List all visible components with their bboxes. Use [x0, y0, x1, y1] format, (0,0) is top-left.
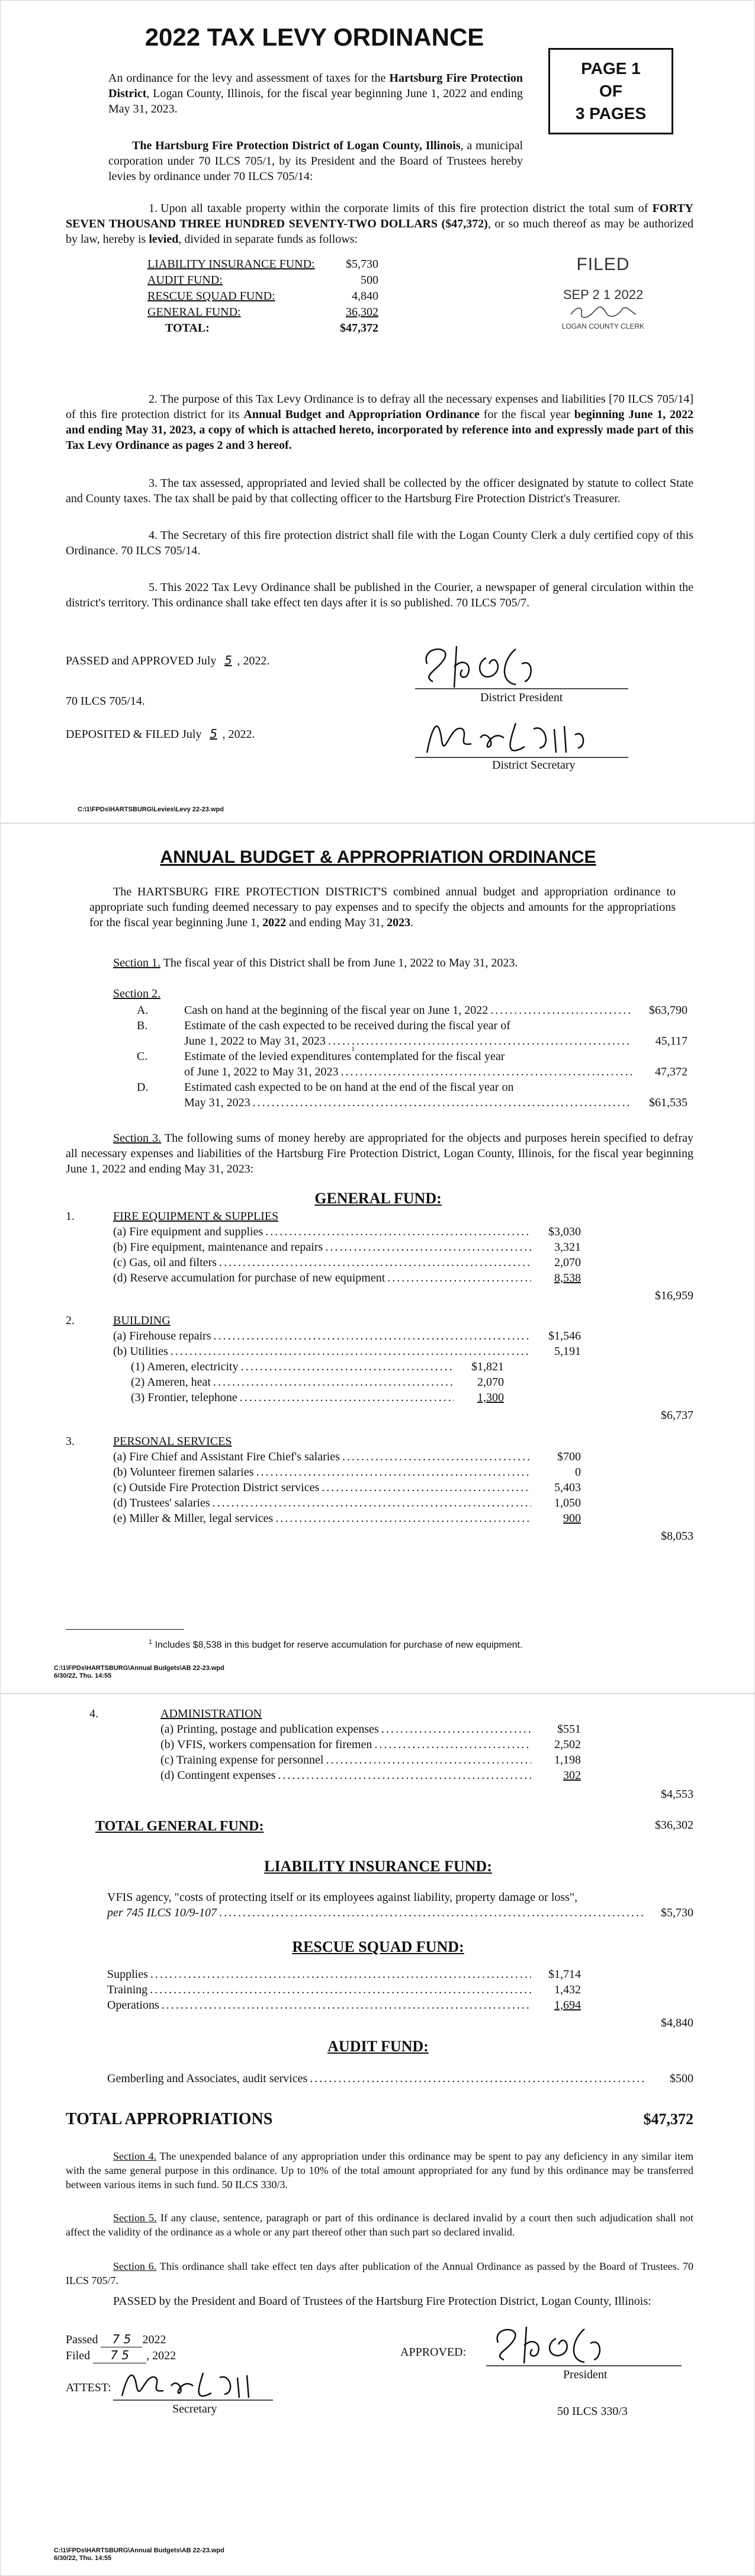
budget-title: ANNUAL BUDGET & APPROPRIATION ORDINANCE — [160, 847, 596, 867]
secretary-label: Secretary — [172, 2402, 217, 2416]
line-label: (b) VFIS, workers compensation for firemen — [160, 1738, 372, 1751]
cash-item-d-line2 — [137, 1095, 687, 1110]
file-path-line: C:\1\FPDs\HARTSBURG\Annual Budgets\AB 22-23.wpd — [54, 1665, 224, 1672]
line-amount: 5,191 — [554, 1345, 581, 1358]
para-number: 3. — [149, 477, 158, 490]
levy-paragraph-3 — [66, 476, 693, 506]
budget-intro-text: The HARTSBURG FIRE PROTECTION DISTRICT'S combined annual budget and appropriation ordinance to appropriate such funding deemed necessary to pay expenses and to specify the objects and amounts for the appropriations for the fiscal year beginning June 1, — [89, 885, 676, 929]
page-count-box — [548, 48, 673, 134]
passed-handwritten: 7 5 — [101, 2331, 142, 2347]
para-text: , divided in separate funds as follows: — [178, 233, 358, 246]
budget-ref: Annual Budget and Appropriation Ordinance — [243, 408, 480, 421]
line-label: (a) Fire Chief and Assistant Fire Chief's salaries — [113, 1450, 340, 1463]
group-subtotal-row — [66, 1528, 693, 1544]
para-text: for the fiscal year — [479, 408, 574, 421]
total-general-fund-row — [95, 1819, 693, 1835]
line-label: (d) Trustees' salaries — [113, 1496, 210, 1509]
fund-total-row — [147, 320, 378, 336]
secretary-signature — [113, 2363, 273, 2405]
levy-paragraph-4 — [66, 528, 693, 558]
section-5-text: If any clause, sentence, paragraph or part of this ordinance is declared invalid by a court then such adjudication shall not affect the validity of the ordinance as a whole or any part thereof other than such part so declared invalid. — [66, 2212, 693, 2238]
section-3 — [66, 1130, 693, 1177]
total-appropriations-amount: $47,372 — [643, 2111, 693, 2128]
audit-fund-title: AUDIT FUND: — [327, 2038, 429, 2055]
budget-line — [66, 1768, 581, 1783]
fund-row — [147, 272, 378, 288]
president-signature — [415, 640, 628, 693]
group-name: BUILDING — [113, 1314, 171, 1327]
item-text: Cash on hand at the beginning of the fiscal year on June 1, 2022 — [184, 1004, 489, 1017]
group-number: 2. — [66, 1314, 75, 1327]
line-amount: 2,070 — [554, 1256, 581, 1269]
para-text: This 2022 Tax Levy Ordinance shall be published in the Courier, a newspaper of general circulation within the district's territory. This ordinance shall take effect ten days after it is so published. 70 ILCS 705/7. — [66, 581, 693, 609]
attest-label: ATTEST: — [66, 2381, 111, 2394]
rescue-amount: 1,694 — [554, 1999, 581, 2012]
filed-year: , 2022 — [146, 2349, 176, 2362]
liability-line — [107, 1905, 693, 1920]
filed-handwritten: 7 5 — [93, 2347, 146, 2363]
para-text: The purpose of this Tax Levy Ordinance is to defray all the necessary expenses and liabilities [70 ILCS 705/14] of this fire protection district for its — [66, 393, 693, 421]
line-amount: 0 — [575, 1466, 581, 1479]
group-name: ADMINISTRATION — [160, 1707, 262, 1720]
total-appropriations-row — [66, 2110, 693, 2129]
approved-label: APPROVED: — [400, 2346, 467, 2359]
filed-label: Filed — [66, 2349, 91, 2362]
filed-row — [66, 2347, 176, 2363]
footnote — [149, 1639, 522, 1650]
rescue-fund-title: RESCUE SQUAD FUND: — [292, 1938, 464, 1955]
section-2-label: Section 2. — [113, 987, 160, 1000]
item-letter: D. — [137, 1081, 149, 1094]
page-box-line: PAGE 1 — [581, 59, 641, 78]
fund-row — [147, 288, 378, 304]
budget-line — [66, 1511, 581, 1526]
fund-total-amount: $47,372 — [340, 322, 378, 335]
liability-fund-body — [107, 1890, 693, 1905]
passed-label: PASSED and APPROVED July — [66, 654, 217, 667]
budget-line — [66, 1480, 581, 1495]
line-amount: $700 — [557, 1450, 581, 1463]
subline-label: (1) Ameren, electricity — [131, 1360, 239, 1373]
cash-item-b-line2 — [137, 1033, 687, 1049]
file-path-line: C:\1\FPDs\HARTSBURG\Annual Budgets\AB 22-23.wpd — [54, 2547, 224, 2554]
president-label: President — [563, 2368, 608, 2381]
rescue-amount: 1,432 — [554, 1983, 581, 1996]
line-label: (d) Reserve accumulation for purchase of new equipment — [113, 1271, 385, 1284]
line-amount: 1,198 — [554, 1753, 581, 1766]
para-number: 1. — [149, 202, 158, 215]
budget-line — [66, 1449, 581, 1464]
item-text: Estimate of the levied expenditures — [184, 1050, 352, 1063]
line-label: (c) Outside Fire Protection District services — [113, 1481, 320, 1494]
section-5-label: Section 5. — [113, 2212, 157, 2224]
levy-paragraph-2 — [66, 391, 693, 453]
secretary-label: District Secretary — [492, 759, 576, 772]
section-3-label: Section 3. — [113, 1132, 162, 1145]
rescue-label: Training — [107, 1983, 148, 1996]
section-4-label: Section 4. — [113, 2150, 157, 2162]
total-general-label: TOTAL GENERAL FUND: — [95, 1819, 264, 1834]
line-amount: 3,321 — [554, 1241, 581, 1254]
page-box-line: OF — [599, 82, 622, 100]
passed-filed-block — [66, 2331, 176, 2363]
line-amount: 8,538 — [554, 1271, 581, 1284]
passed-day: 5 — [224, 653, 232, 667]
president-label: District President — [480, 691, 563, 704]
section-1 — [89, 955, 676, 971]
budget-intro-year: 2023 — [387, 916, 411, 929]
fund-amount: 4,840 — [352, 290, 378, 303]
item-text: of June 1, 2022 to May 31, 2023 — [184, 1065, 339, 1078]
footnote-marker: 1 — [149, 1639, 153, 1646]
line-amount: 1,050 — [554, 1496, 581, 1509]
passed-year: , 2022. — [237, 654, 270, 667]
total-appropriations-label: TOTAL APPROPRIATIONS — [66, 2110, 273, 2128]
budget-line — [66, 1737, 581, 1752]
budget-line — [66, 1328, 581, 1344]
section-6 — [66, 2259, 693, 2288]
budget-intro — [89, 884, 676, 930]
cash-item-a — [137, 1003, 687, 1018]
section-4-text: The unexpended balance of any appropriation under this ordinance may be spent to pay any deficiency in any similar item with the same general purpose in this ordinance. Up to 10% of the total amount appropriated for any fund by this ordinance may be transferred between various items in such fund. 50 ILCS 330/3. — [66, 2150, 693, 2190]
rescue-label: Operations — [107, 1999, 159, 2012]
budget-line — [66, 1239, 581, 1255]
group-fire-equipment — [66, 1209, 693, 1303]
group-heading — [66, 1209, 693, 1224]
item-letter: B. — [137, 1019, 148, 1032]
line-label: (e) Miller & Miller, legal services — [113, 1512, 274, 1525]
section-1-label: Section 1. — [113, 956, 160, 969]
line-amount: 900 — [563, 1512, 581, 1525]
section-6-label: Section 6. — [113, 2260, 157, 2272]
item-text: June 1, 2022 to May 31, 2023 — [184, 1035, 326, 1048]
group-number: 1. — [66, 1210, 75, 1223]
budget-line — [66, 1721, 581, 1737]
para-text: The Secretary of this fire protection district shall file with the Logan County Clerk a duly certified copy of this Ordinance. 70 ILCS 705/14. — [66, 529, 693, 557]
preamble-text: , a municipal corporation under 70 ILCS 705/1, by its President and the Board of Trustees hereby levies by ordinance under 70 ILCS 705/14: — [108, 139, 523, 183]
line-amount: 2,502 — [554, 1738, 581, 1751]
fund-amount: 500 — [361, 274, 378, 287]
group-subtotal: $16,959 — [655, 1289, 693, 1302]
page-2 — [0, 823, 755, 1694]
group-subtotal: $6,737 — [661, 1409, 693, 1422]
budget-subline — [66, 1390, 504, 1405]
cash-item-b — [137, 1018, 687, 1033]
clerk-signature — [565, 304, 642, 319]
rescue-line — [107, 1967, 581, 1982]
budget-intro-text: and ending May 31, — [286, 916, 387, 929]
passed-line — [66, 653, 269, 668]
general-fund-title: GENERAL FUND: — [314, 1190, 442, 1207]
section-5 — [66, 2211, 693, 2239]
para-text: The tax assessed, appropriated and levied shall be collected by the officer designated by statute to collect State and County taxes. The tax shall be paid by that collecting officer to the Hartsburg Fire Protection District's Treasurer. — [66, 477, 693, 505]
budget-line — [66, 1752, 581, 1768]
liability-amount: $5,730 — [661, 1906, 693, 1919]
audit-amount: $500 — [670, 2072, 693, 2085]
rescue-total: $4,840 — [661, 2016, 693, 2029]
line-label: (c) Training expense for personnel — [160, 1753, 324, 1766]
budget-line — [66, 1270, 581, 1286]
rescue-line — [107, 1982, 581, 1997]
fund-table — [147, 256, 378, 336]
line-amount: 302 — [563, 1769, 581, 1782]
audit-label: Gemberling and Associates, audit services — [107, 2072, 308, 2085]
budget-subline — [66, 1359, 504, 1374]
group-name: FIRE EQUIPMENT & SUPPLIES — [113, 1210, 279, 1223]
cash-item-c — [137, 1045, 687, 1064]
page-1 — [0, 0, 755, 823]
line-label: (b) Utilities — [113, 1345, 168, 1358]
budget-line — [66, 1464, 581, 1480]
item-text: contemplated for the fiscal year — [355, 1050, 505, 1063]
page-box-line: 3 PAGES — [575, 104, 647, 123]
cash-item-d — [137, 1080, 687, 1095]
stamp-date: SEP 2 1 2022 — [563, 287, 644, 302]
para-number: 2. — [149, 393, 158, 406]
filed-stamp — [548, 254, 658, 330]
item-letter: C. — [137, 1050, 148, 1063]
para-text: , or so much thereof as may be authorized by law, hereby is — [66, 217, 694, 246]
footnote-text: Includes $8,538 in this budget for reserve accumulation for purchase of new equipment. — [152, 1640, 523, 1650]
file-date-line: 6/30/22, Thu. 14:55 — [54, 2555, 112, 2562]
para-text: Upon all taxable property within the corporate limits of this fire protection district the total sum of — [160, 202, 653, 215]
group-administration — [66, 1706, 693, 1802]
item-letter: A. — [137, 1004, 149, 1017]
budget-intro-year: 2022 — [262, 916, 287, 929]
liability-fund-title: LIABILITY INSURANCE FUND: — [264, 1858, 492, 1875]
intro-paragraph — [108, 70, 523, 117]
fund-row — [147, 304, 378, 320]
deposited-label: DEPOSITED & FILED July — [66, 728, 202, 741]
secretary-signature — [415, 711, 628, 765]
rescue-label: Supplies — [107, 1968, 148, 1981]
tax-levy-title: 2022 TAX LEVY ORDINANCE — [144, 23, 484, 51]
section-3-text: The following sums of money hereby are appropriated for the objects and purposes herein specified to defray all necessary expenses and liabilities of the Hartsburg Fire Protection District, Logan County, Illinois, for the fiscal year beginning June 1, 2022 and ending May 31, 2023: — [66, 1132, 693, 1175]
footnote-ref: 1 — [351, 1045, 355, 1053]
group-subtotal: $8,053 — [661, 1530, 693, 1543]
president-signature — [486, 2322, 682, 2369]
item-text: Estimated cash expected to be on hand at the end of the fiscal year on — [184, 1081, 514, 1094]
deposited-day: 5 — [210, 727, 217, 741]
liability-text: VFIS agency, "costs of protecting itself or its employees against liability, property damage or loss", — [107, 1891, 578, 1904]
item-text: Estimate of the cash expected to be received during the fiscal year of — [184, 1019, 510, 1032]
group-number: 4. — [89, 1707, 98, 1720]
line-amount: 5,403 — [554, 1481, 581, 1494]
section-4 — [66, 2149, 693, 2192]
line-label: (c) Gas, oil and filters — [113, 1256, 217, 1269]
group-subtotal-row — [66, 1288, 693, 1303]
levied-word: levied — [149, 233, 179, 246]
levy-total-words: FORTY SEVEN THOUSAND THREE HUNDRED SEVENTY-TWO DOLLARS ($47,372) — [66, 202, 693, 230]
intro-district: Hartsburg Fire Protection District — [108, 72, 523, 100]
footnote-divider — [66, 1629, 184, 1630]
fund-total-label: TOTAL: — [165, 322, 210, 335]
line-amount: $1,546 — [548, 1329, 581, 1342]
line-amount: $551 — [557, 1723, 581, 1736]
budget-subline — [66, 1374, 504, 1390]
group-heading — [66, 1706, 693, 1721]
subline-label: (2) Ameren, heat — [131, 1376, 211, 1389]
rescue-fund-body — [107, 1967, 693, 2031]
stamp-clerk: LOGAN COUNTY CLERK — [561, 322, 645, 330]
section-2-items — [137, 1003, 687, 1110]
intro-text: An ordinance for the levy and assessment of taxes for the — [108, 72, 390, 85]
budget-line — [66, 1495, 581, 1511]
cash-item-c-line2 — [137, 1064, 687, 1080]
fund-label: LIABILITY INSURANCE FUND: — [147, 258, 315, 271]
levy-paragraph-1 — [66, 201, 693, 247]
file-date-line: 6/30/22, Thu. 14:55 — [54, 1672, 112, 1679]
fiscal-year-ref: beginning June 1, 2022 and ending May 31, 2023, a copy of which is attached hereto, incorporated by reference into and expressly made part of this Tax Levy Ordinance as pages 2 and 3 hereof. — [66, 408, 693, 452]
deposited-line — [66, 727, 255, 741]
budget-line — [66, 1224, 581, 1239]
subline-amount: 2,070 — [477, 1376, 504, 1389]
statute-ref: 70 ILCS 705/14. — [66, 695, 145, 708]
liability-statute: per 745 ILCS 10/9-107 — [107, 1906, 217, 1919]
passed-row — [66, 2331, 176, 2347]
subline-label: (3) Frontier, telephone — [131, 1391, 237, 1404]
total-general-amount: $36,302 — [655, 1819, 693, 1832]
group-personal-services — [66, 1434, 693, 1544]
section-1-text: The fiscal year of this District shall be from June 1, 2022 to May 31, 2023. — [160, 956, 518, 969]
line-label: (b) Fire equipment, maintenance and repairs — [113, 1241, 323, 1254]
intro-text: , Logan County, Illinois, for the fiscal year beginning June 1, 2022 and ending May 31, 2023. — [108, 87, 523, 115]
line-label: (d) Contingent expenses — [160, 1769, 276, 1782]
fund-label: AUDIT FUND: — [147, 274, 223, 287]
subline-amount: $1,821 — [471, 1360, 504, 1373]
line-label: (b) Volunteer firemen salaries — [113, 1466, 254, 1479]
budget-line — [66, 1344, 581, 1359]
section-6-text: This ordinance shall take effect ten days after publication of the Annual Ordinance as passed by the Board of Trustees. 70 ILCS 705/7. — [66, 2260, 693, 2286]
group-building — [66, 1313, 693, 1423]
group-subtotal: $4,553 — [661, 1788, 693, 1801]
para-number: 5. — [149, 581, 158, 594]
rescue-amount: $1,714 — [548, 1968, 581, 1981]
preamble-paragraph — [108, 138, 523, 184]
fund-label: GENERAL FUND: — [147, 306, 241, 319]
item-amount: 45,117 — [655, 1035, 687, 1048]
fund-amount: $5,730 — [346, 258, 378, 271]
preamble-district: The Hartsburg Fire Protection District of Logan County, Illinois — [132, 139, 461, 152]
fund-amount: 36,302 — [346, 306, 378, 319]
file-path: C:\1\FPDs\HARTSBURG\Levies\Levy 22-23.wpd — [78, 806, 224, 813]
item-amount: 47,372 — [655, 1065, 687, 1078]
passed-year: 2022 — [142, 2333, 166, 2346]
group-subtotal-row — [66, 1408, 693, 1423]
stamp-filed: FILED — [576, 255, 630, 274]
passed-by: PASSED by the President and Board of Trustees of the Hartsburg Fire Protection District, Logan County, Illinois: — [113, 2295, 651, 2308]
group-number: 3. — [66, 1435, 75, 1448]
rescue-total-row — [107, 2015, 693, 2031]
rescue-line — [107, 1997, 581, 2013]
file-path — [54, 1665, 224, 1680]
group-name: PERSONAL SERVICES — [113, 1435, 232, 1448]
passed-label: Passed — [66, 2333, 98, 2346]
page-3 — [0, 1694, 755, 2576]
item-amount: $61,535 — [649, 1096, 687, 1109]
para-number: 4. — [149, 529, 158, 542]
audit-line — [107, 2071, 693, 2086]
line-label: (a) Printing, postage and publication expenses — [160, 1723, 379, 1736]
statute-ref: 50 ILCS 330/3 — [557, 2405, 628, 2418]
deposited-year: , 2022. — [222, 728, 255, 741]
fund-row — [147, 256, 378, 272]
fund-label: RESCUE SQUAD FUND: — [147, 290, 275, 303]
levy-paragraph-5 — [66, 580, 693, 611]
line-label: (a) Firehouse repairs — [113, 1329, 211, 1342]
group-heading — [66, 1434, 693, 1449]
group-subtotal-row — [66, 1787, 693, 1802]
item-text: May 31, 2023 — [184, 1096, 250, 1109]
line-label: (a) Fire equipment and supplies — [113, 1225, 264, 1238]
budget-intro-text: . — [410, 916, 414, 929]
budget-line — [66, 1255, 581, 1270]
line-amount: $3,030 — [548, 1225, 581, 1238]
item-amount: $63,790 — [649, 1004, 687, 1017]
group-heading — [66, 1313, 693, 1328]
file-path — [54, 2547, 224, 2562]
subline-amount: 1,300 — [477, 1391, 504, 1404]
